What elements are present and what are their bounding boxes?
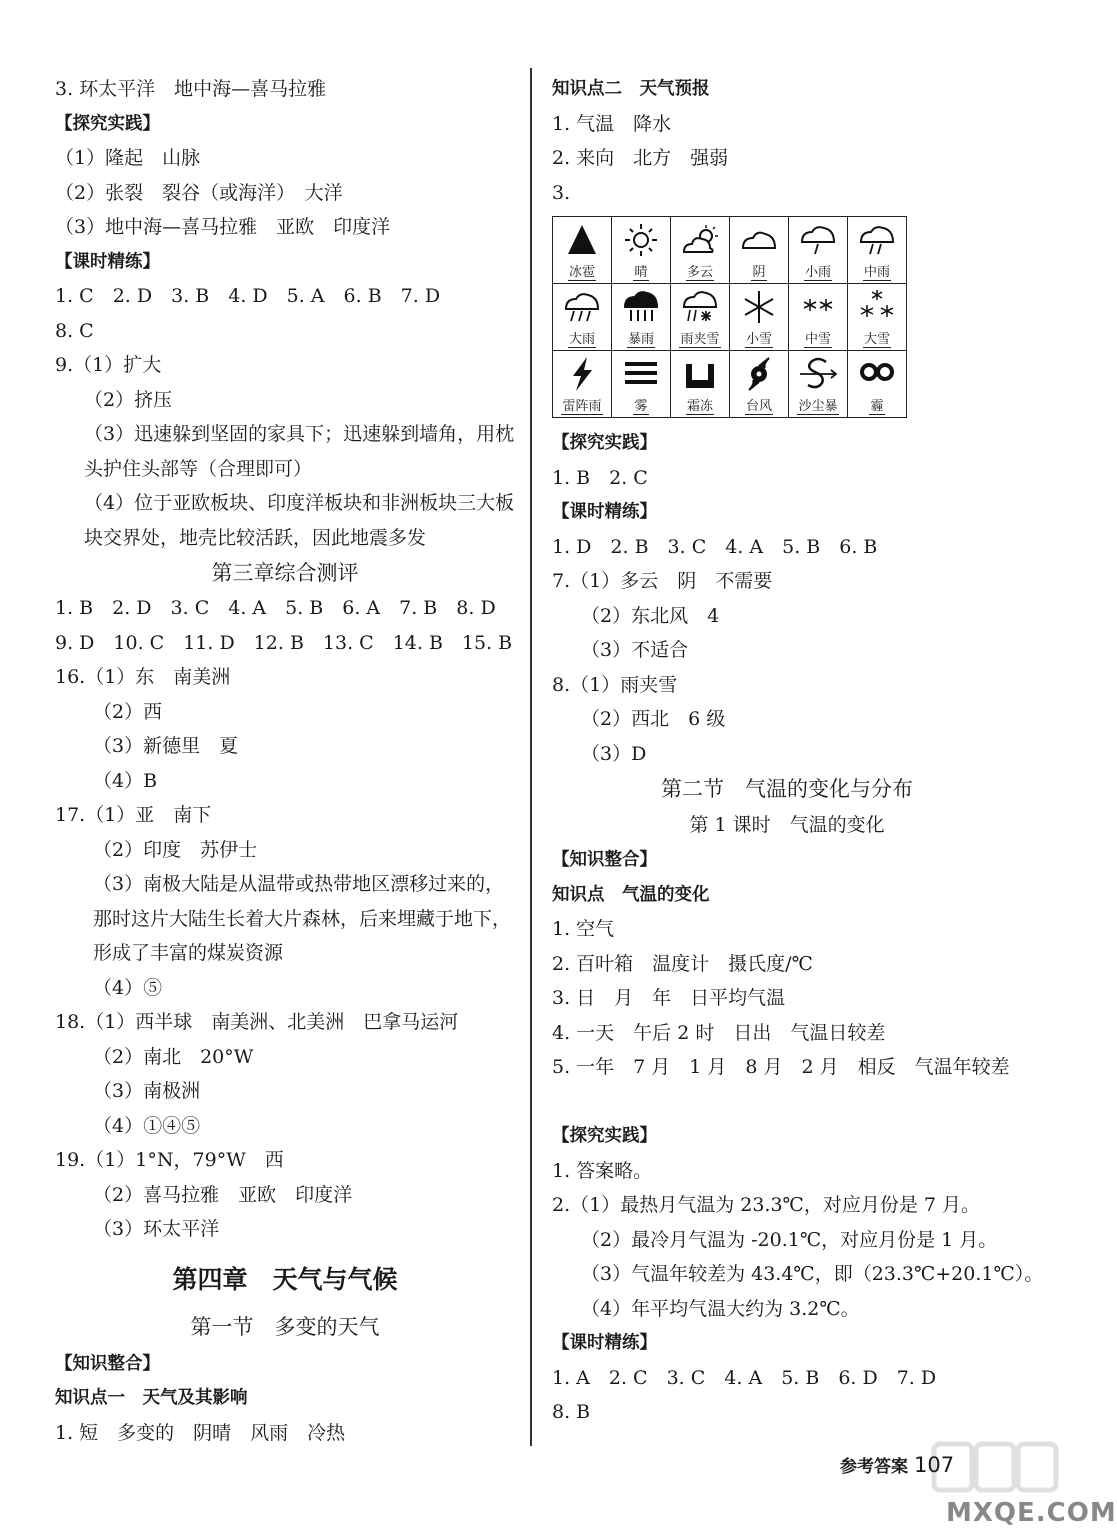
answer-line: （3）新德里 夏 [93, 735, 239, 757]
frost-icon [680, 356, 720, 392]
answer-line: 2. 来向 北方 强弱 [552, 147, 729, 169]
weather-label: 多云 [686, 265, 713, 280]
answer-paragraph: 5. 一年 7 月 1 月 8 月 2 月 相反 气温年较差 [552, 1056, 1010, 1078]
partly-cloudy-icon [680, 222, 720, 258]
section2-title: 第二节 气温的变化与分布 [661, 777, 913, 801]
answer-line: （3）南极洲 [93, 1080, 201, 1102]
weather-label: 小雪 [745, 332, 772, 347]
weather-label: 中雪 [804, 332, 831, 347]
answer-line: （2）张裂 裂谷（或海洋） 大洋 [55, 181, 343, 204]
answer-line: 1. D 2. B 3. C 4. A 5. B 6. B [552, 535, 878, 558]
answer-line: （3）地中海—喜马拉雅 亚欧 印度洋 [55, 216, 391, 238]
page-number: 107 [914, 1453, 955, 1477]
sleet-icon [680, 289, 720, 325]
answer-line: 1. 空气 [552, 918, 615, 940]
answer-line: 3. 环太平洋 地中海—喜马拉雅 [55, 78, 327, 100]
light-rain-icon [798, 222, 838, 258]
answer-line: 2. 百叶箱 温度计 摄氏度/℃ [552, 952, 813, 975]
weather-label: 晴 [634, 265, 648, 280]
weather-cell [671, 351, 730, 418]
answer-line: （3）不适合 [581, 639, 689, 661]
weather-cell [671, 217, 730, 284]
answer-line: （4）年平均气温大约为 3.2℃。 [581, 1297, 860, 1320]
answer-line: 19.（1）1°N，79°W 西 [55, 1149, 284, 1171]
weather-cell [553, 284, 612, 351]
hail-icon [562, 222, 602, 258]
sandstorm-icon [798, 356, 838, 392]
answer-paragraph: （3）迅速躲到坚固的家具下；迅速躲到墙角，用枕头护住头部等（合理即可） [84, 423, 515, 480]
sunny-icon [621, 222, 661, 258]
answer-line: 4. 一天 午后 2 时 日出 气温日较差 [552, 1021, 886, 1044]
watermark-text: MXQE.COM [946, 1498, 1117, 1528]
fog-icon [621, 356, 661, 392]
page-footer [840, 1452, 954, 1477]
weather-cell [730, 284, 789, 351]
answer-line: 1. 气温 降水 [552, 112, 672, 135]
weather-label: 雾 [634, 399, 648, 414]
answer-line: （3）气温年较差为 43.4℃，即（23.3℃+20.1℃）。 [581, 1263, 1044, 1285]
weather-cell [553, 351, 612, 418]
thunderstorm-icon [562, 356, 602, 392]
left-column [55, 72, 515, 1450]
answer-line: （2）南北 20°W [93, 1045, 254, 1068]
weather-cell [848, 217, 907, 284]
chapter3-test-title: 第三章综合测评 [211, 561, 359, 585]
chapter4-title: 第四章 天气与气候 [172, 1264, 398, 1294]
weather-label: 暴雨 [627, 332, 654, 347]
haze-icon [857, 356, 897, 392]
answer-line: 1. 答案略。 [552, 1159, 653, 1182]
weather-label: 小雨 [804, 265, 831, 280]
answer-line: 1. C 2. D 3. B 4. D 5. A 6. B 7. D [55, 285, 441, 307]
weather-cell [848, 351, 907, 418]
weather-cell [789, 217, 848, 284]
section-heading-drill: 【课时精练】 [55, 251, 160, 272]
section-heading-knowledge: 【知识整合】 [55, 1353, 160, 1374]
weather-label: 冰雹 [568, 265, 595, 280]
weather-label: 大雨 [568, 332, 595, 347]
column-divider [530, 68, 532, 1446]
answer-line: （2）喜马拉雅 亚欧 印度洋 [93, 1183, 353, 1206]
answer-line: 1. B 2. C [552, 466, 648, 489]
answer-line: （2）印度 苏伊士 [93, 838, 258, 861]
answer-line: 17.（1）亚 南下 [55, 804, 212, 826]
typhoon-icon [739, 356, 779, 392]
knowledge-point-heading: 知识点一 天气及其影响 [55, 1388, 248, 1408]
answer-line: （2）挤压 [84, 388, 173, 411]
weather-cell [612, 217, 671, 284]
lesson1-title: 第 1 课时 气温的变化 [689, 814, 885, 836]
answer-line: （4）B [93, 769, 158, 792]
weather-cell [730, 217, 789, 284]
heavy-snow-icon [857, 289, 897, 325]
section1-title: 第一节 多变的天气 [190, 1314, 380, 1339]
answer-line: （2）西北 6 级 [581, 708, 726, 730]
answer-line: 7.（1）多云 阴 不需要 [552, 570, 773, 592]
answer-line: 1. 短 多变的 阴晴 风雨 冷热 [55, 1421, 346, 1444]
answer-paragraph: （4）位于亚欧板块、印度洋板块和非洲板块三大板块交界处，地壳比较活跃，因此地震多发 [84, 492, 515, 549]
section-heading-drill: 【课时精练】 [552, 502, 657, 522]
weather-label: 雨夹雪 [680, 332, 720, 347]
answer-line: 8.（1）雨夹雪 [552, 673, 678, 696]
right-column [552, 72, 1044, 1430]
section-heading-knowledge: 【知识整合】 [552, 850, 657, 870]
weather-label: 台风 [745, 399, 772, 414]
weather-label: 阴 [752, 265, 766, 280]
weather-cell [671, 284, 730, 351]
heavy-rain-icon [562, 289, 602, 325]
answer-line: 1. A 2. C 3. C 4. A 5. B 6. D 7. D [552, 1366, 937, 1389]
weather-label: 霜冻 [686, 399, 713, 414]
answer-line: （4）⑤ [93, 976, 163, 999]
light-snow-icon [739, 289, 779, 325]
weather-label: 沙尘暴 [798, 399, 838, 414]
footer-label: 参考答案 [840, 1457, 908, 1477]
answer-line: （4）①④⑤ [93, 1114, 201, 1137]
section-heading-drill: 【课时精练】 [552, 1333, 657, 1353]
answer-paragraph: （3）南极大陆是从温带或热带地区漂移过来的，那时这片大陆生长着大片森林，后来埋藏于地下，形成了丰富的煤炭资源 [93, 873, 512, 964]
answer-line: 8. B [552, 1401, 591, 1423]
answer-line: 2.（1）最热月气温为 23.3℃，对应月份是 7 月。 [552, 1194, 980, 1216]
weather-cell [789, 351, 848, 418]
weather-label: 雷阵雨 [562, 399, 602, 414]
weather-cell [789, 284, 848, 351]
rainstorm-icon [621, 289, 661, 325]
weather-cell [612, 351, 671, 418]
section-heading-explore: 【探究实践】 [55, 113, 160, 134]
answer-line: （3）环太平洋 [93, 1218, 220, 1240]
weather-label: 中雨 [863, 265, 890, 280]
answer-line: 8. C [55, 319, 94, 342]
answer-line: 3. 日 月 年 日平均气温 [552, 987, 786, 1009]
answer-line: （2）最冷月气温为 -20.1℃，对应月份是 1 月。 [581, 1228, 998, 1251]
answer-line: 9. D 10. C 11. D 12. B 13. C 14. B 15. B [55, 631, 513, 654]
answer-line: （2）东北风 4 [581, 604, 720, 627]
knowledge-point-heading: 知识点二 天气预报 [552, 79, 710, 99]
answer-line: 16.（1）东 南美洲 [55, 666, 231, 688]
overcast-icon [739, 222, 779, 258]
weather-cell [553, 217, 612, 284]
answer-line: 9.（1）扩大 [55, 354, 162, 376]
weather-label: 霾 [870, 399, 884, 414]
moderate-rain-icon [857, 222, 897, 258]
answer-line: （2）西 [93, 700, 163, 723]
section-heading-explore: 【探究实践】 [552, 1126, 657, 1146]
weather-label: 大雪 [863, 332, 890, 347]
answer-line: 3. [552, 181, 571, 204]
weather-cell [848, 284, 907, 351]
answer-line: 18.（1）西半球 南美洲、北美洲 巴拿马运河 [55, 1011, 459, 1033]
knowledge-point-heading: 知识点 气温的变化 [552, 884, 710, 905]
weather-symbol-table [552, 216, 907, 418]
answer-line: 1. B 2. D 3. C 4. A 5. B 6. A 7. B 8. D [55, 597, 496, 619]
weather-cell [730, 351, 789, 418]
answer-line: （3）D [581, 742, 647, 765]
weather-cell [612, 284, 671, 351]
moderate-snow-icon [798, 289, 838, 325]
answer-line: （1）隆起 山脉 [55, 147, 201, 169]
section-heading-explore: 【探究实践】 [552, 433, 657, 453]
